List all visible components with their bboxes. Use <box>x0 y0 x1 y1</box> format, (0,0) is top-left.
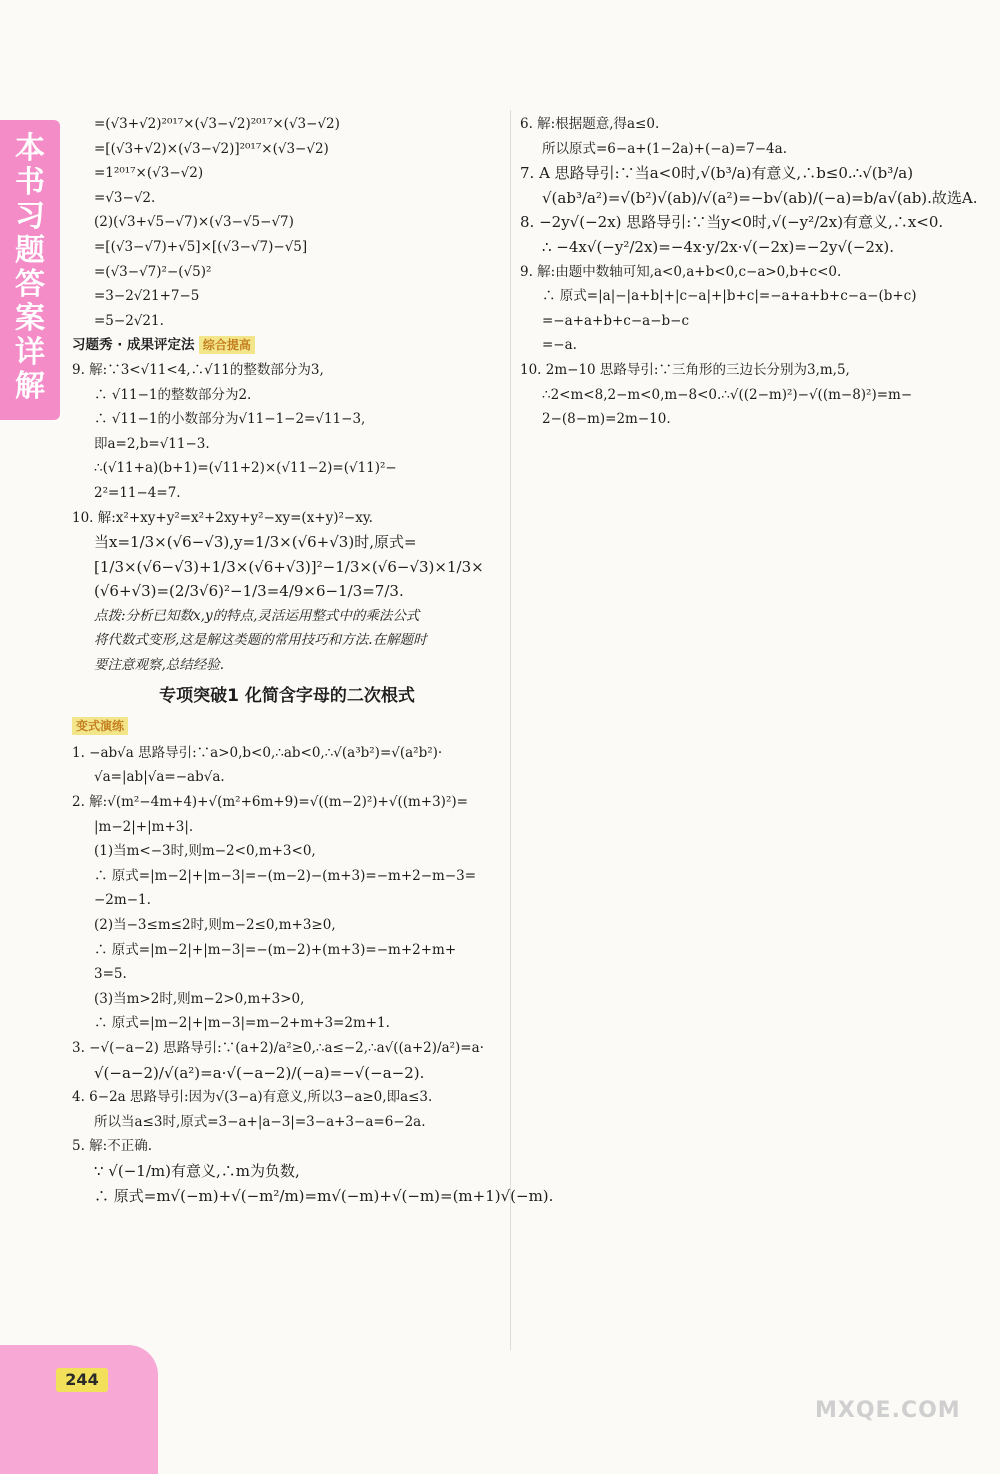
question-10-line: 10. 解:x²+xy+y²=x²+2xy+y²−xy=(x+y)²−xy. <box>72 509 373 526</box>
question-8-line: ∴ −4x√(−y²/2x)=−4x·y/2x·√(−2x)=−2y√(−2x). <box>542 237 895 256</box>
question-10-line: ∴2<m<8,2−m<0,m−8<0.∴√((2−m)²)−√((m−8)²)=m− <box>542 386 913 403</box>
question-9-line: ∴ 原式=|a|−|a+b|+|c−a|+|b+c|=−a+a+b+c−a−(b+c) <box>542 288 917 305</box>
special-2-line: −2m−1. <box>94 892 151 909</box>
question-10-line: 当x=1/3×(√6−√3),y=1/3×(√6+√3)时,原式= <box>94 533 417 552</box>
tip-line: 将代数式变形,这是解这类题的常用技巧和方法.在解题时 <box>94 632 427 649</box>
question-9-line: ∴ √11−1的整数部分为2. <box>94 386 252 403</box>
special-1-line: √a=|ab|√a=−ab√a. <box>94 769 225 786</box>
question-9-line: 即a=2,b=√11−3. <box>94 435 210 452</box>
special-5-line: 5. 解:不正确. <box>72 1138 153 1155</box>
question-8-line: 8. −2y√(−2x) 思路导引:∵当y<0时,√(−y²/2x)有意义,∴x<0. <box>520 213 944 232</box>
special-5-line: ∵ √(−1/m)有意义,∴m为负数, <box>94 1161 300 1180</box>
practice-heading <box>72 333 502 358</box>
question-9-line: 2²=11−4=7. <box>94 484 181 501</box>
special-3-line: √(−a−2)/√(a²)=a·√(−a−2)/(−a)=−√(−a−2). <box>94 1063 425 1082</box>
question-10-line: (√6+√3)=(2/3√6)²−1/3=4/9×6−1/3=7/3. <box>94 582 404 601</box>
text-line: (2)(√3+√5−√7)×(√3−√5−√7) <box>94 214 294 231</box>
text-line: =5−2√21. <box>94 312 164 329</box>
question-9-line: =−a. <box>542 337 577 354</box>
section-title: 专项突破1 化简含字母的二次根式 <box>159 685 415 706</box>
special-3-line: 3. −√(−a−2) 思路导引:∵(a+2)/a²≥0,∴a≤−2,∴a√((a+2)/a²)=a· <box>72 1039 484 1056</box>
practice-label: 习题秀 · 成果评定法 <box>72 337 195 354</box>
tip-line: 点拨:分析已知数x,y的特点,灵活运用整式中的乘法公式 <box>94 607 420 624</box>
special-1-line: 1. −ab√a 思路导引:∵a>0,b<0,∴ab<0,∴√(a³b²)=√(a²b²)· <box>72 744 443 761</box>
special-2-line: ∴ 原式=|m−2|+|m−3|=m−2+m+3=2m+1. <box>94 1015 390 1032</box>
question-9-line: 9. 解:由题中数轴可知,a<0,a+b<0,c−a>0,b+c<0. <box>520 263 842 280</box>
special-2-line: (3)当m>2时,则m−2>0,m+3>0, <box>94 990 305 1007</box>
question-7-line: 7. A 思路导引:∵当a<0时,√(b³/a)有意义,∴b≤0.∴√(b³/a) <box>520 164 914 183</box>
text-line: =3−2√21+7−5 <box>94 288 200 305</box>
text-line: =1²⁰¹⁷×(√3−√2) <box>94 165 204 182</box>
practice-tag: 综合提高 <box>199 336 255 354</box>
special-2-line: (1)当m<−3时,则m−2<0,m+3<0, <box>94 843 316 860</box>
text-line: =√3−√2. <box>94 189 156 206</box>
special-2-line: 3=5. <box>94 966 127 983</box>
corner-decoration <box>0 1345 158 1474</box>
special-2-line: (2)当−3≤m≤2时,则m−2≤0,m+3≥0, <box>94 917 336 933</box>
right-column <box>520 112 978 432</box>
question-9-line: ∴ √11−1的小数部分为√11−1−2=√11−3, <box>94 411 366 428</box>
question-7-line: √(ab³/a²)=√(b²)√(ab)/√(a²)=−b√(ab)/(−a)=b/a√(ab).故选A. <box>542 188 978 207</box>
tip-line: 要注意观察,总结经验. <box>94 657 225 674</box>
question-10-line: [1/3×(√6−√3)+1/3×(√6+√3)]²−1/3×(√6−√3)×1/3× <box>94 557 484 576</box>
question-6-line: 所以原式=6−a+(1−2a)+(−a)=7−4a. <box>542 140 787 157</box>
page-number: 244 <box>56 1368 108 1392</box>
question-6-line: 6. 解:根据题意,得a≤0. <box>520 116 660 132</box>
special-2-line: 2. 解:√(m²−4m+4)+√(m²+6m+9)=√((m−2)²)+√((m+3)²)= <box>72 794 468 811</box>
variant-tag: 变式演练 <box>72 717 128 735</box>
sidebar-title: 本书习题答案详解 <box>15 131 45 404</box>
question-10-line: 10. 2m−10 思路导引:∵三角形的三边长分别为3,m,5, <box>520 361 850 378</box>
text-line: =(√3−√7)²−(√5)² <box>94 263 212 280</box>
special-4-line: 所以当a≤3时,原式=3−a+|a−3|=3−a+3−a=6−2a. <box>94 1113 426 1130</box>
column-divider <box>510 110 511 1350</box>
left-column <box>72 112 554 1208</box>
text-line: =[(√3+√2)×(√3−√2)]²⁰¹⁷×(√3−√2) <box>94 140 329 157</box>
watermark: MXQE.COM <box>815 1398 961 1423</box>
text-line: =(√3+√2)²⁰¹⁷×(√3−√2)²⁰¹⁷×(√3−√2) <box>94 116 340 132</box>
special-2-line: ∴ 原式=|m−2|+|m−3|=−(m−2)−(m+3)=−m+2−m−3= <box>94 867 477 884</box>
text-line: =[(√3−√7)+√5]×[(√3−√7)−√5] <box>94 238 308 255</box>
question-9-line: ∴(√11+a)(b+1)=(√11+2)×(√11−2)=(√11)²− <box>94 460 397 477</box>
question-9-line: 9. 解:∵3<√11<4,∴√11的整数部分为3, <box>72 361 324 378</box>
special-5-line: ∴ 原式=m√(−m)+√(−m²/m)=m√(−m)+√(−m)=(m+1)√(−m). <box>94 1186 554 1205</box>
special-2-line: ∴ 原式=|m−2|+|m−3|=−(m−2)+(m+3)=−m+2+m+ <box>94 941 457 958</box>
question-10-line: 2−(8−m)=2m−10. <box>542 411 671 428</box>
special-4-line: 4. 6−2a 思路导引:因为√(3−a)有意义,所以3−a≥0,即a≤3. <box>72 1089 433 1106</box>
special-2-line: |m−2|+|m+3|. <box>94 818 194 835</box>
question-9-line: =−a+a+b+c−a−b−c <box>542 312 690 329</box>
